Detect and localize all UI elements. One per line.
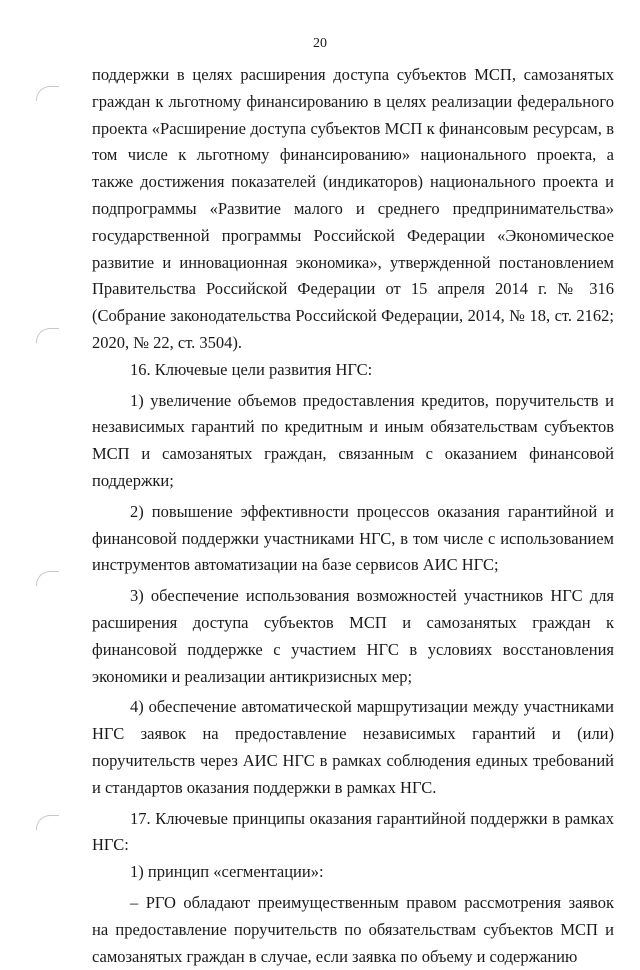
punch-hole-mark <box>36 86 59 101</box>
goal-item-4: 4) обеспечение автоматической маршрутизации между участниками НГС заявок на предоставление независимых гарантий и (или) поручительств через АИС НГС в рамках соблюдения единых требований и стандартов оказания поддержки в рамках НГС. <box>92 697 614 797</box>
goal-item-1: 1) увеличение объемов предоставления кредитов, поручительств и независимых гарантий по кредитным и иным обязательствам субъектов МСП и самозанятых граждан, связанным с оказанием финансовой поддержки; <box>92 390 614 490</box>
punch-hole-mark <box>36 571 59 586</box>
paragraph-continuation: поддержки в целях расширения доступа субъектов МСП, самозанятых граждан к льготному финансированию в целях реализации федерального проекта «Расширение доступа субъектов МСП к финансовым ресурсам, в том числе к льготному финансированию» национального проекта, а также достижения показателей (индикаторов) национального проекта и подпрограммы «Развитие малого и среднего предпринимательства» государственной программы Российской Федерации «Экономическое развитие и инновационная экономика», утвержденной постановлением Правительства Российской Федерации от 15 апреля 2014 г. № 316 (Собрание законодательства Российской Федерации, 2014, № 18, ст. 2162; 2020, № 22, ст. 3504). <box>92 65 614 352</box>
goal-item-3: 3) обеспечение использования возможностей участников НГС для расширения доступа субъектов МСП и самозанятых граждан к финансовой поддержке с участием НГС в условиях восстановления экономики и реализации антикризисных мер; <box>92 586 614 686</box>
page-number: 20 <box>313 36 327 51</box>
punch-hole-mark <box>36 815 59 830</box>
section-16-heading: 16. Ключевые цели развития НГС: <box>130 359 373 379</box>
principle-item-1: 1) принцип «сегментации»: <box>130 862 324 882</box>
goal-item-2: 2) повышение эффективности процессов оказания гарантийной и финансовой поддержки участниками НГС, в том числе с использованием инструментов автоматизации на базе сервисов АИС НГС; <box>92 501 614 575</box>
principle-dash-item: – РГО обладают преимущественным правом рассмотрения заявок на предоставление поручительств по обязательствам субъектов МСП и самозанятых граждан в случае, если заявка по объему и содержанию <box>92 892 614 966</box>
section-17-heading: 17. Ключевые принципы оказания гарантийной поддержки в рамках НГС: <box>92 808 614 855</box>
punch-hole-mark <box>36 328 59 343</box>
document-body <box>92 62 614 970</box>
